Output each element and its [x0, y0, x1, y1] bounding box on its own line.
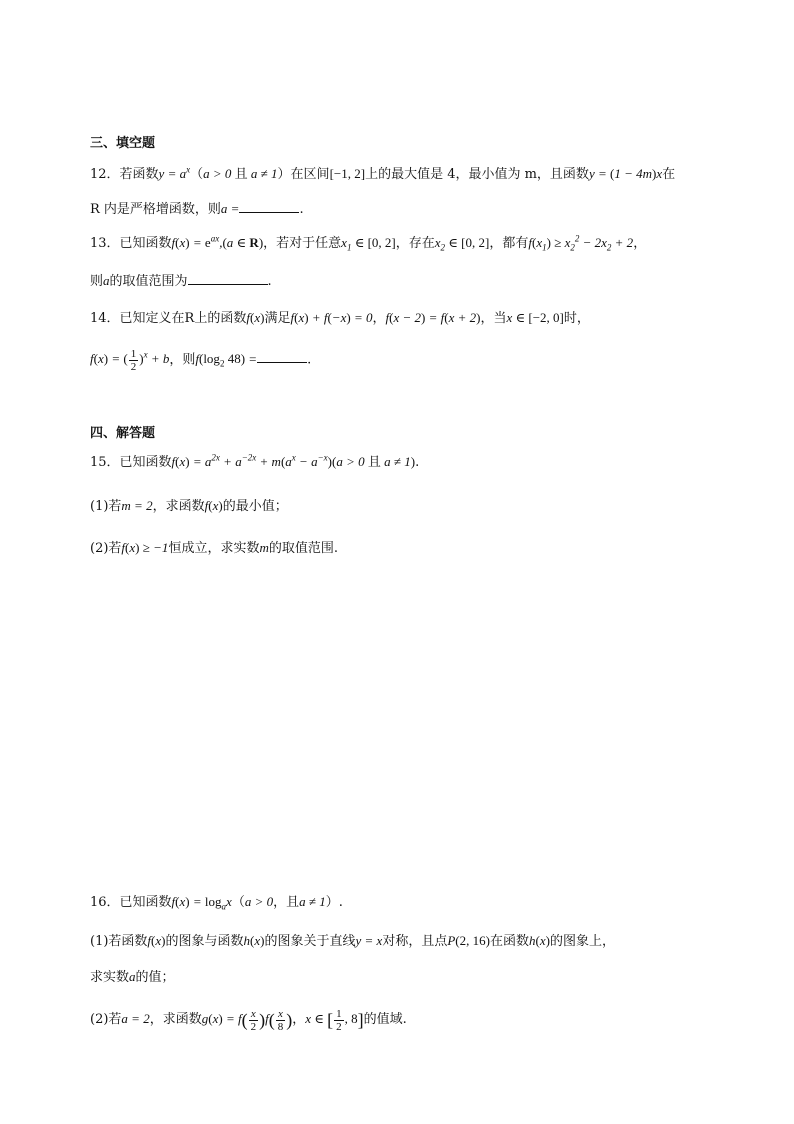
- text: 的取值范围为: [109, 274, 188, 289]
- text: 在: [662, 167, 676, 182]
- text: （: [231, 895, 245, 910]
- formula-hx: h(x): [528, 933, 550, 948]
- formula-x1-range: $x_1$ ∈ [0, 2]: [341, 235, 396, 253]
- text: ，若对于任意: [263, 236, 342, 251]
- formula-x-domain: x ∈ [ $\frac{1}{2}$ , 8]: [305, 1007, 364, 1033]
- text: 对称，且点: [382, 934, 448, 949]
- formula-f-def: f(x) = ( $\frac{1}{2}$ )$^x$ + b: [90, 348, 170, 373]
- text: (2)若: [90, 541, 122, 556]
- formula-f-exp: $f(x) = e^{ax},(a$ ∈ R): [171, 233, 264, 250]
- text: ，当: [480, 311, 507, 326]
- text: 的最小值；: [222, 499, 288, 514]
- formula-a-equals: a =: [220, 201, 240, 216]
- text: 在函数: [489, 934, 529, 949]
- text: （: [190, 167, 204, 182]
- formula-linear: y = (1 − 4m)x: [588, 166, 663, 181]
- text: .: [299, 202, 304, 217]
- text: ，: [292, 1012, 306, 1027]
- formula-a-gt-0: a > 0: [244, 894, 274, 909]
- section-heading-fill-in: 三、填空题: [90, 136, 156, 151]
- text: 则: [90, 274, 104, 289]
- formula-a-2: a = 2: [121, 1011, 150, 1026]
- answer-blank[interactable]: [188, 271, 268, 285]
- formula-x2-range: $x_2$ ∈ [0, 2]: [434, 235, 490, 253]
- text: (1)若函数: [90, 934, 148, 949]
- formula-f-log: $f(x) = \log_ax$: [171, 894, 232, 912]
- text: .: [307, 352, 312, 368]
- question-15-stem: [90, 452, 724, 473]
- text: 的图象上，: [549, 934, 615, 949]
- text-R: R: [184, 311, 195, 326]
- formula-a: a: [129, 969, 136, 984]
- text: 13．已知函数: [90, 236, 172, 251]
- formula-fx-ge: f(x) ≥ −1: [121, 540, 169, 555]
- text: (2)若: [90, 1012, 122, 1027]
- formula-f-log: $f(\log_2$ 48) =: [195, 351, 258, 370]
- text: 求实数: [90, 970, 130, 985]
- question-16-part-1-line-1: [90, 931, 724, 952]
- text: 14．已知定义在: [90, 311, 185, 326]
- text: 上的函数: [194, 311, 247, 326]
- question-12-line-2: [90, 199, 724, 220]
- question-14-line-1: [90, 308, 724, 329]
- question-14-line-2: [90, 348, 724, 373]
- question-13-line-1: 13．已知函数$f(x) = e^{ax},(a$ ∈ R)，若对于任意$x_1$ ∈ [0, 2]，存在$x_2$ ∈ [0, 2]，都有$f(x_1) \ge x_2^2 - 2x_2 + 2$，: [90, 233, 647, 253]
- question-13-line-2: [90, 271, 724, 292]
- text: ，且: [273, 895, 300, 910]
- formula-odd: f(x) + f(−x) = 0: [290, 310, 373, 325]
- formula-periodic: f(x − 2) = f(x + 2): [385, 310, 481, 325]
- formula-fx: f(x): [147, 933, 166, 948]
- formula-fx: f(x): [204, 498, 223, 513]
- formula-hx: h(x): [243, 933, 265, 948]
- formula-y-ax: $y = a^x$: [158, 164, 191, 181]
- text: ，存在: [395, 236, 435, 251]
- text: .: [415, 455, 420, 470]
- question-16-part-2: [90, 1004, 724, 1035]
- text: 满足: [264, 311, 291, 326]
- text: ）在区间: [277, 167, 330, 182]
- formula-x-range: x ∈ [−2, 0]: [506, 310, 564, 325]
- text: ）.: [325, 895, 343, 910]
- question-16-stem: [90, 892, 724, 913]
- text: 时，: [563, 311, 590, 326]
- formula-fx: f(x): [246, 310, 265, 325]
- formula-m: m: [259, 540, 269, 555]
- section-heading-solve: 四、解答题: [90, 426, 156, 441]
- text: ，: [372, 311, 386, 326]
- text: 16．已知函数: [90, 895, 172, 910]
- text: .: [267, 274, 272, 289]
- text: 的图象与函数: [165, 934, 244, 949]
- formula-inequality: $f(x_1) \ge x_2^2 - 2x_2 + 2$: [528, 233, 634, 253]
- answer-blank[interactable]: [257, 349, 307, 363]
- formula-y-eq-x: y = x: [355, 933, 383, 948]
- text: 的值；: [135, 970, 175, 985]
- text: (1)若: [90, 499, 122, 514]
- formula-a: a: [103, 273, 110, 288]
- formula-m-2: m = 2: [121, 498, 153, 513]
- question-15-part-2: [90, 538, 724, 559]
- formula-a-condition: a > 0 且 a ≠ 1: [203, 166, 278, 181]
- formula-a-ne-1: a ≠ 1: [299, 894, 326, 909]
- text: ，求函数: [152, 499, 205, 514]
- text: R 内是严格增函数，则: [90, 202, 221, 217]
- question-15-part-1: [90, 496, 724, 517]
- text: 的图象关于直线: [264, 934, 356, 949]
- text: 15．已知函数: [90, 455, 172, 470]
- answer-blank[interactable]: [239, 199, 299, 213]
- formula-g: g(x) = f( $\frac{x}{2}$ )f( $\frac{x}{8}$ ): [201, 1007, 293, 1033]
- formula-point-p: P(2, 16): [447, 933, 490, 948]
- formula-interval: [−1, 2]: [329, 166, 366, 181]
- text: 恒成立，求实数: [168, 541, 260, 556]
- text: 的取值范围.: [268, 541, 338, 556]
- formula-f-15: $f(x) = a^{2x} + a^{-2x} + m(a^x - a^{-x})(a > 0$ 且 a ≠ 1): [171, 452, 416, 469]
- question-12-line-1: [90, 164, 724, 185]
- text: ，都有: [489, 236, 529, 251]
- text: ，求函数: [149, 1012, 202, 1027]
- text: 12．若函数: [90, 167, 159, 182]
- text: ，则: [169, 352, 196, 368]
- question-16-part-1-line-2: [90, 967, 724, 988]
- text: 的值域.: [363, 1012, 407, 1027]
- text: 上的最大值是 4，最小值为 m，且函数: [365, 167, 589, 182]
